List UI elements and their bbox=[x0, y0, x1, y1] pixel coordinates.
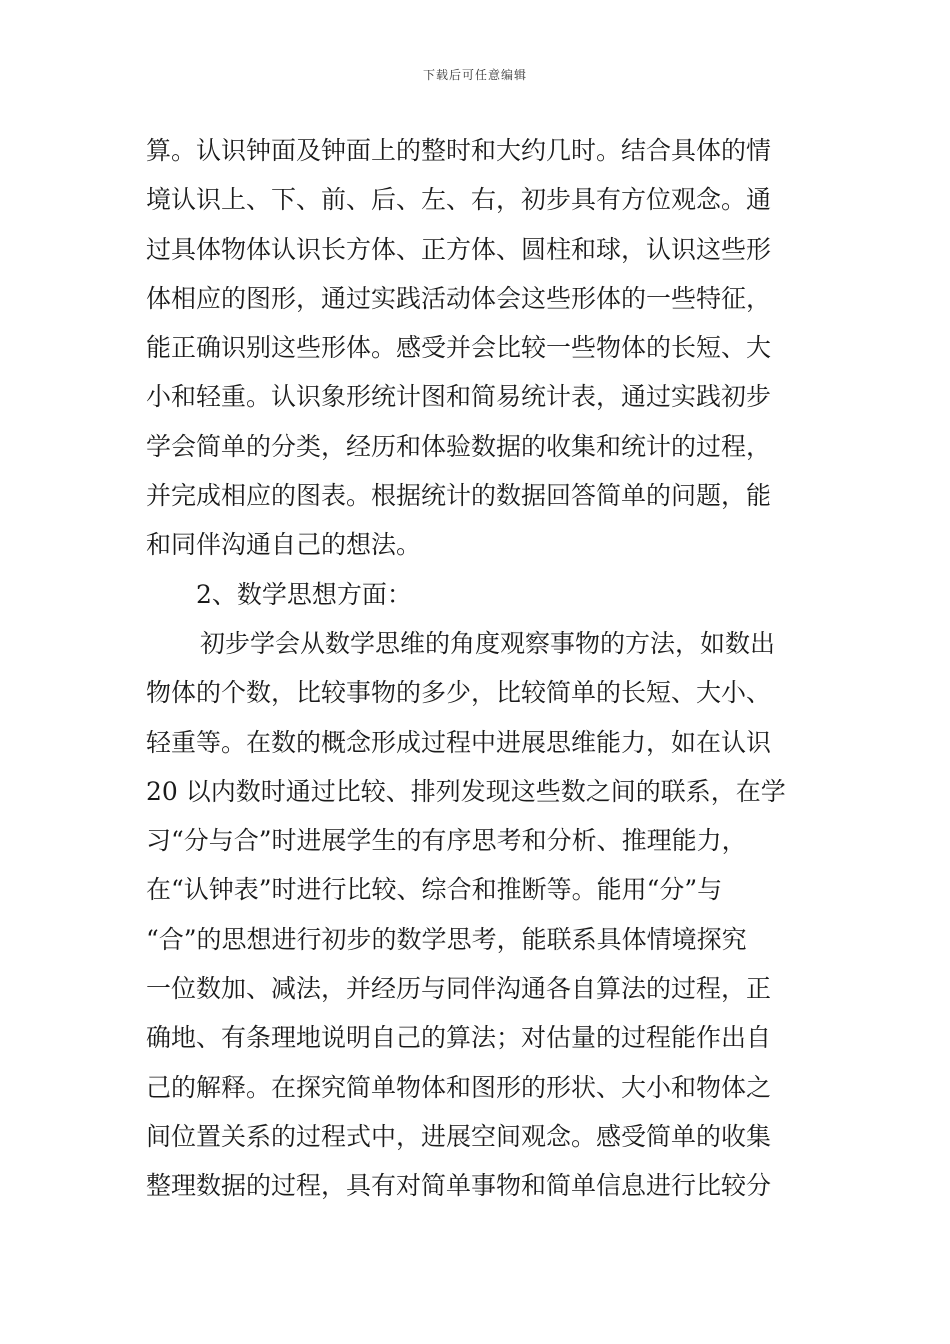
text-line: 学会简单的分类，经历和体验数据的收集和统计的过程， bbox=[146, 431, 772, 461]
text-line: 境认识上、下、前、后、左、右，初步具有方位观念。通 bbox=[146, 185, 772, 215]
text-line: 己的解释。在探究简单物体和图形的形状、大小和物体之 bbox=[146, 1072, 772, 1102]
text-line: 一位数加、减法，并经历与同伴沟通各自算法的过程，正 bbox=[146, 974, 772, 1004]
text-line: 并完成相应的图表。根据统计的数据回答简单的问题，能 bbox=[146, 481, 772, 511]
text-line: 习“分与合”时进展学生的有序思考和分析、推理能力， bbox=[146, 826, 747, 856]
page-header: 下载后可任意编辑 bbox=[422, 68, 527, 82]
text-line: 和同伴沟通自己的想法。 bbox=[146, 530, 422, 560]
text-line: 初步学会从数学思维的角度观察事物的方法，如数出 bbox=[200, 628, 776, 658]
text-line: 在“认钟表”时进行比较、综合和推断等。能用“分”与 bbox=[146, 875, 723, 905]
text-line: 确地、有条理地说明自己的算法；对估量的过程能作出自 bbox=[146, 1023, 772, 1053]
text-line: 体相应的图形，通过实践活动体会这些形体的一些特征， bbox=[146, 283, 772, 313]
text-line: 整理数据的过程，具有对简单事物和简单信息进行比较分 bbox=[146, 1171, 772, 1201]
text-line: 小和轻重。认识象形统计图和简易统计表，通过实践初步 bbox=[146, 382, 772, 412]
text-line: 轻重等。在数的概念形成过程中进展思维能力，如在认识 bbox=[146, 727, 772, 757]
text-line: “合”的思想进行初步的数学思考，能联系具体情境探究 bbox=[146, 924, 747, 954]
body-text bbox=[146, 126, 810, 1211]
text-line: 20 以内数时通过比较、排列发现这些数之间的联系，在学 bbox=[146, 776, 786, 806]
text-line: 间位置关系的过程式中，进展空间观念。感受简单的收集 bbox=[146, 1121, 772, 1151]
text-line: 物体的个数，比较事物的多少，比较简单的长短、大小、 bbox=[146, 678, 772, 708]
section-heading: 2、数学思想方面： bbox=[196, 579, 412, 609]
text-line: 过具体物体认识长方体、正方体、圆柱和球，认识这些形 bbox=[146, 234, 772, 264]
text-line: 能正确识别这些形体。感受并会比较一些物体的长短、大 bbox=[146, 333, 772, 363]
text-line: 算。认识钟面及钟面上的整时和大约几时。结合具体的情 bbox=[146, 136, 772, 165]
